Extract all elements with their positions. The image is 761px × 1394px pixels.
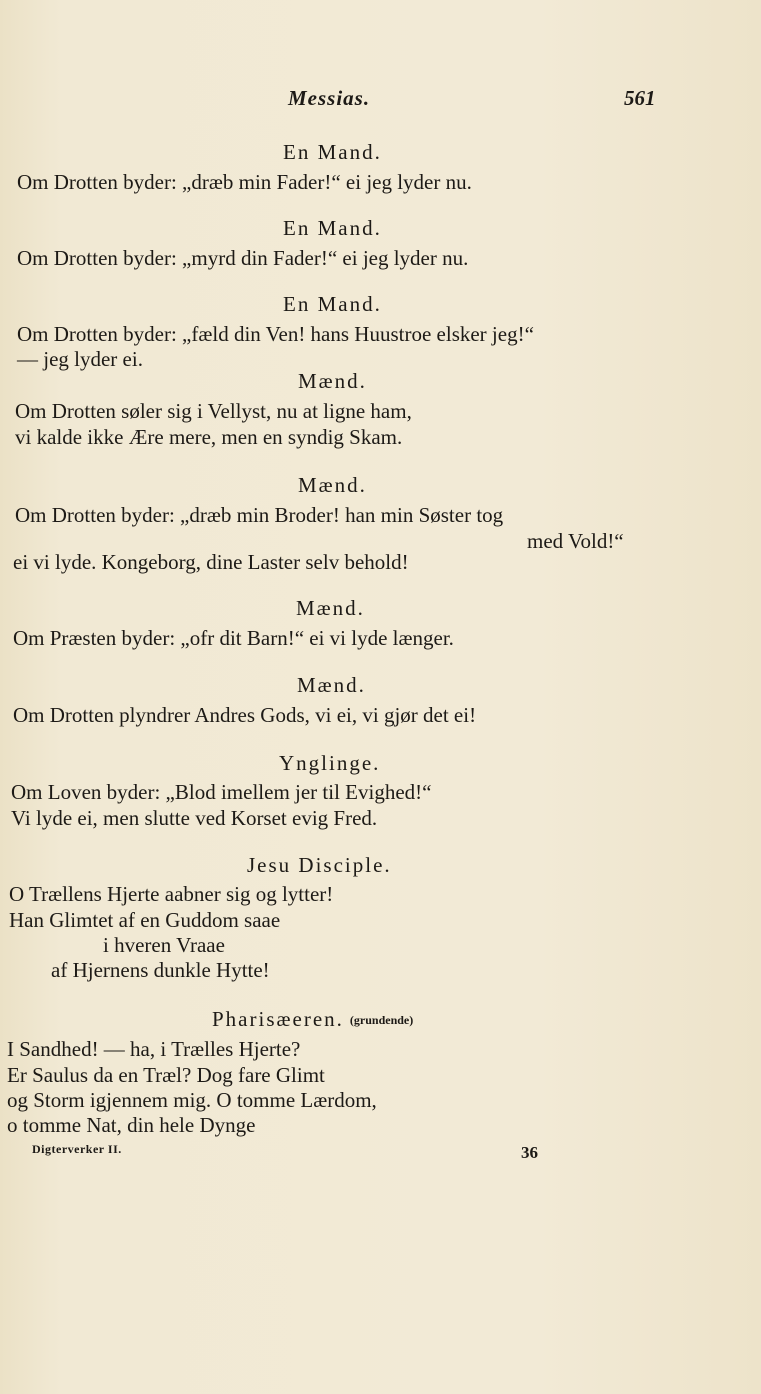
signature-mark: Digterverker II. [32, 1142, 122, 1156]
verse-line: Om Drotten byder: „myrd din Fader!“ ei jeg lyder nu. [17, 246, 469, 270]
running-head-title: Messias. [288, 86, 371, 110]
speaker-label: Mænd. [298, 369, 367, 393]
verse-line: Om Loven byder: „Blod imellem jer til Evighed!“ [11, 780, 432, 804]
verse-line: ei vi lyde. Kongeborg, dine Laster selv behold! [13, 550, 409, 574]
verse-line: Om Drotten byder: „dræb min Fader!“ ei jeg lyder nu. [17, 170, 472, 194]
verse-line: — jeg lyder ei. [17, 347, 143, 371]
verse-line: Er Saulus da en Træl? Dog fare Glimt [7, 1063, 325, 1087]
speaker-label: En Mand. [283, 216, 382, 240]
verse-line: af Hjernens dunkle Hytte! [51, 958, 270, 982]
speaker-label [212, 1006, 413, 1033]
speaker-label: Mænd. [297, 673, 366, 697]
verse-line: Om Drotten byder: „fæld din Ven! hans Huustroe elsker jeg!“ [17, 322, 534, 346]
speaker-label: Ynglinge. [279, 751, 381, 775]
verse-line: Om Drotten søler sig i Vellyst, nu at ligne ham, [15, 399, 412, 423]
speaker-label: Jesu Disciple. [247, 853, 392, 877]
verse-line: I Sandhed! — ha, i Trælles Hjerte? [7, 1037, 301, 1061]
verse-line: Om Drotten plyndrer Andres Gods, vi ei, vi gjør det ei! [13, 703, 477, 727]
verse-line: med Vold!“ [527, 529, 624, 553]
verse-line: Om Drotten byder: „dræb min Broder! han min Søster tog [15, 503, 504, 527]
verse-line: Han Glimtet af en Guddom saae [9, 908, 281, 932]
speaker-label: Mænd. [298, 473, 367, 497]
speaker-label: Mænd. [296, 596, 365, 620]
verse-line: Vi lyde ei, men slutte ved Korset evig Fred. [11, 806, 378, 830]
speaker-name: Pharisæeren. [212, 1007, 344, 1031]
verse-line: og Storm igjennem mig. O tomme Lærdom, [7, 1088, 377, 1112]
speaker-label: En Mand. [283, 140, 382, 164]
verse-line: i hveren Vraae [103, 933, 225, 957]
stage-direction: (grundende) [349, 1013, 414, 1027]
verse-line: vi kalde ikke Ære mere, men en syndig Skam. [15, 425, 403, 449]
verse-line: o tomme Nat, din hele Dynge [7, 1113, 256, 1137]
page-number: 561 [624, 86, 656, 110]
verse-line: O Trællens Hjerte aabner sig og lytter! [9, 882, 334, 906]
speaker-label: En Mand. [283, 292, 382, 316]
sheet-number: 36 [521, 1143, 538, 1162]
verse-line: Om Præsten byder: „ofr dit Barn!“ ei vi lyde længer. [13, 626, 454, 650]
